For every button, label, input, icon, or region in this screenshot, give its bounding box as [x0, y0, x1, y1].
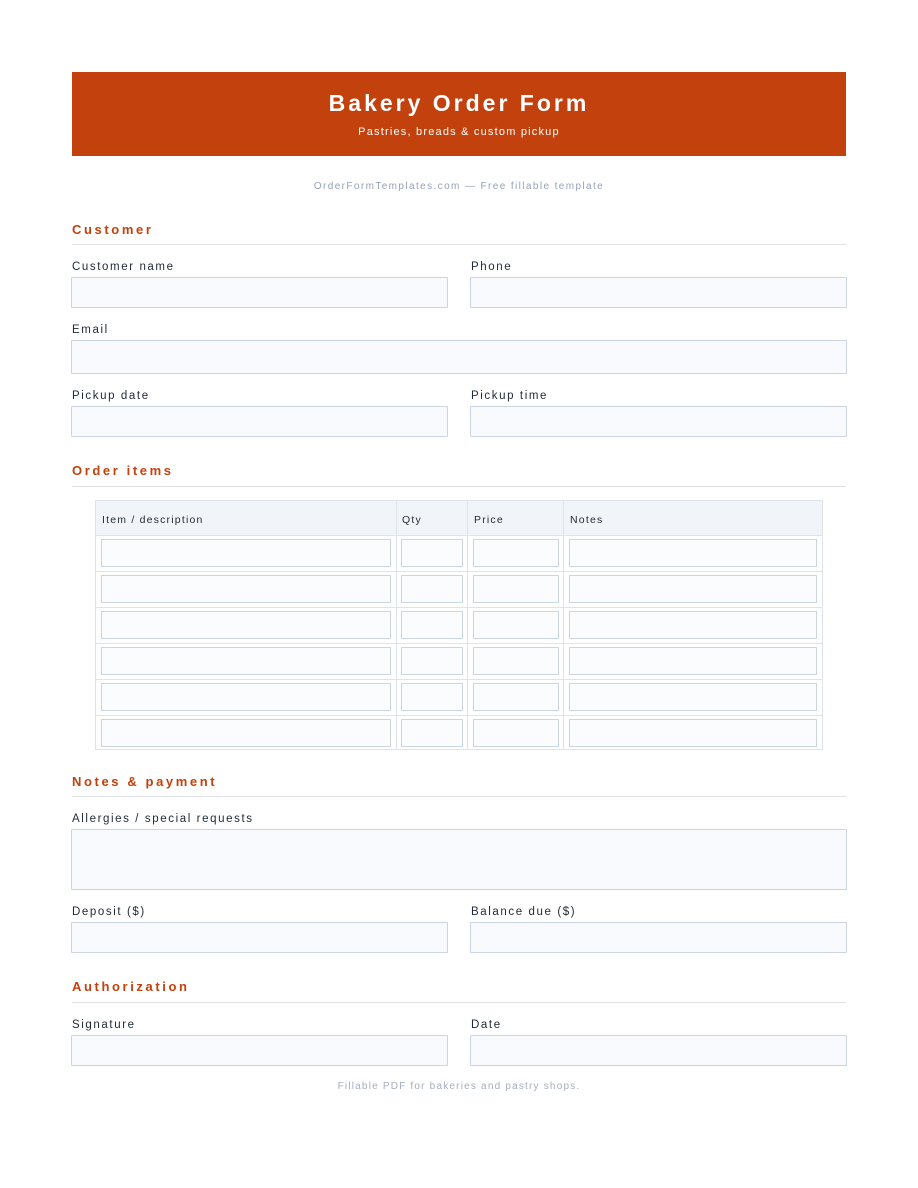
row-divider: [96, 571, 822, 572]
deposit-field[interactable]: [71, 922, 448, 953]
notes-input[interactable]: [569, 683, 817, 711]
email-label: Email: [72, 324, 109, 336]
signature-field[interactable]: [71, 1035, 448, 1066]
notes-input[interactable]: [569, 719, 817, 747]
source-line: OrderFormTemplates.com — Free fillable template: [313, 181, 605, 192]
qty-input[interactable]: [401, 719, 463, 747]
signature-label: Signature: [72, 1019, 136, 1031]
column-divider: [396, 501, 397, 749]
row-divider: [96, 679, 822, 680]
notes-input[interactable]: [569, 647, 817, 675]
form-title: Bakery Order Form: [328, 90, 590, 116]
row-divider: [96, 643, 822, 644]
qty-input[interactable]: [401, 611, 463, 639]
section-title-authorization: Authorization: [72, 979, 190, 994]
balance-due-field[interactable]: [470, 922, 847, 953]
qty-input[interactable]: [401, 683, 463, 711]
section-title-order-items: Order items: [72, 463, 174, 478]
item-description-input[interactable]: [101, 539, 391, 567]
pickup-time-field[interactable]: [470, 406, 847, 437]
footer-note: Fillable PDF for bakeries and pastry shops.: [337, 1081, 581, 1092]
item-description-input[interactable]: [101, 611, 391, 639]
row-divider: [96, 715, 822, 716]
section-title-customer: Customer: [72, 222, 154, 237]
balance-due-label: Balance due ($): [471, 906, 577, 918]
customer-name-field[interactable]: [71, 277, 448, 308]
column-header-price: Price: [474, 514, 504, 526]
pickup-date-label: Pickup date: [72, 390, 150, 402]
section-divider: [72, 244, 846, 245]
section-divider: [72, 1002, 846, 1003]
notes-input[interactable]: [569, 575, 817, 603]
qty-input[interactable]: [401, 575, 463, 603]
form-subtitle: Pastries, breads & custom pickup: [358, 126, 560, 138]
price-input[interactable]: [473, 575, 559, 603]
allergies-textarea[interactable]: [71, 829, 847, 890]
header-banner: [72, 72, 846, 156]
qty-input[interactable]: [401, 539, 463, 567]
column-header-notes: Notes: [570, 514, 604, 526]
customer-name-label: Customer name: [72, 261, 175, 273]
section-title-notes-payment: Notes & payment: [72, 774, 218, 789]
row-divider: [96, 607, 822, 608]
price-input[interactable]: [473, 719, 559, 747]
price-input[interactable]: [473, 539, 559, 567]
column-header-item: Item / description: [102, 514, 204, 526]
item-description-input[interactable]: [101, 719, 391, 747]
date-label: Date: [471, 1019, 502, 1031]
order-items-table: [95, 500, 823, 750]
item-description-input[interactable]: [101, 647, 391, 675]
notes-input[interactable]: [569, 611, 817, 639]
price-input[interactable]: [473, 611, 559, 639]
column-divider: [563, 501, 564, 749]
price-input[interactable]: [473, 647, 559, 675]
column-header-qty: Qty: [402, 514, 422, 526]
deposit-label: Deposit ($): [72, 906, 146, 918]
item-description-input[interactable]: [101, 683, 391, 711]
phone-label: Phone: [471, 261, 513, 273]
phone-field[interactable]: [470, 277, 847, 308]
date-field[interactable]: [470, 1035, 847, 1066]
table-header-row: [96, 501, 822, 536]
email-field[interactable]: [71, 340, 847, 374]
pickup-date-field[interactable]: [71, 406, 448, 437]
section-divider: [72, 486, 846, 487]
pickup-time-label: Pickup time: [471, 390, 549, 402]
allergies-label: Allergies / special requests: [72, 813, 254, 825]
item-description-input[interactable]: [101, 575, 391, 603]
notes-input[interactable]: [569, 539, 817, 567]
column-divider: [467, 501, 468, 749]
price-input[interactable]: [473, 683, 559, 711]
qty-input[interactable]: [401, 647, 463, 675]
section-divider: [72, 796, 846, 797]
